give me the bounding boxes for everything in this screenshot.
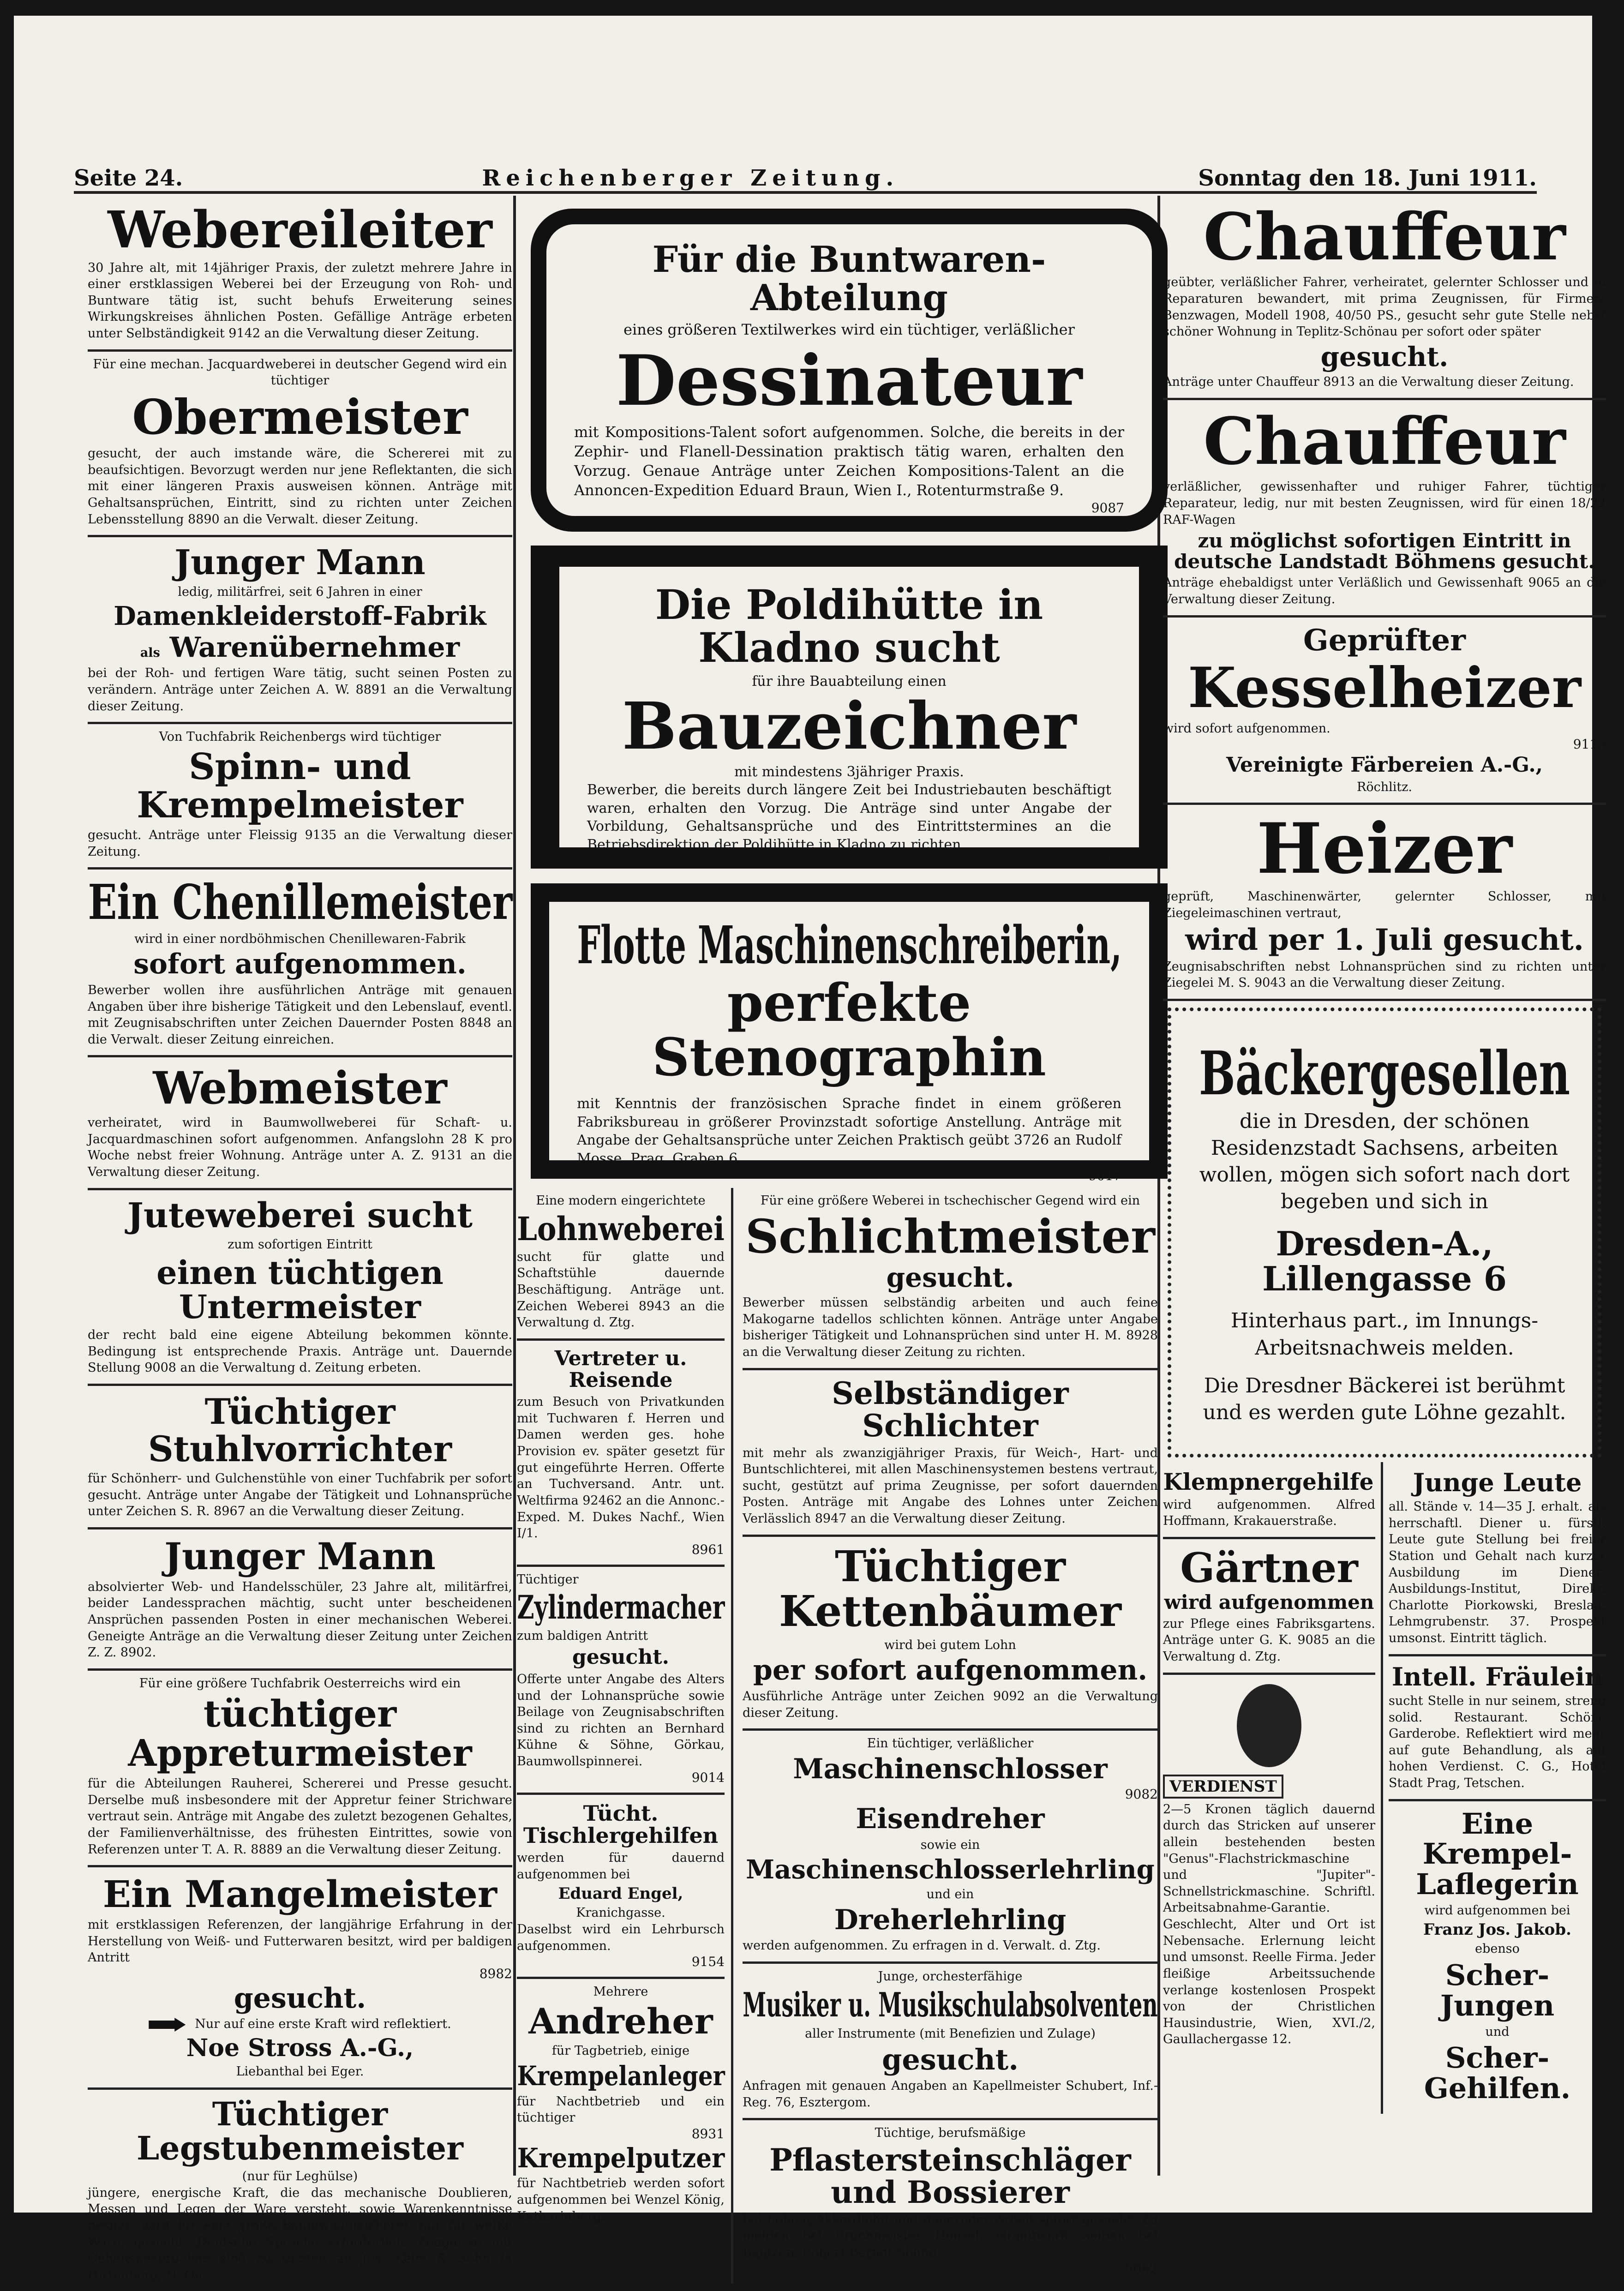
- ad-connector: und ein: [926, 1887, 974, 1901]
- ad-title: Die Poldihütte in Kladno sucht: [655, 581, 1043, 672]
- ad-title: Heizer: [1257, 808, 1512, 890]
- ad-text: werden für dauernd aufgenommen bei: [517, 1851, 725, 1882]
- ad-text: Anträge ehebaldigst unter Verläßlich und Gewissenhaft 9065 an die Verwaltung dieser Zeitung.: [1163, 576, 1606, 606]
- ad-text: Bewerber, die bereits durch längere Zeit bei Industriebauten beschäftigt waren, erhalten den Vorzug. Die Anträge sind unter Angabe der Vorbildung, Gehaltsansprüche und des Eintrittstermines an die Betriebsdirektion der Poldihütte in Kladno zu richten.: [587, 782, 1111, 853]
- ad-place: Liebanthal bei Eger.: [236, 2064, 364, 2079]
- ad-klempnergehilfe: [1163, 1462, 1375, 1539]
- ad-text: zum sofortigen Eintritt: [228, 1237, 372, 1252]
- ad-text: werden aufgenommen. Zu erfragen in d. Verwalt. d. Ztg.: [743, 1938, 1101, 1953]
- ad-text: bei der Roh- und fertigen Ware tätig, sucht seinen Posten zu verändern. Anträge unter Zeichen A. W. 8891 an die Verwaltung dieser Zeitung.: [88, 666, 512, 714]
- ad-number: 8961: [691, 1541, 725, 1557]
- ad-text: gesucht. Anträge unter Fleissig 9135 an die Verwaltung dieser Zeitung.: [88, 828, 512, 859]
- ad-text: für Nachtbetrieb und ein tüchtiger: [517, 2094, 725, 2125]
- ad-intro: Ein tüchtiger, verläßlicher: [867, 1736, 1034, 1751]
- ad-title: tüchtiger Appreturmeister: [128, 1692, 472, 1775]
- ad-title: Scher-Jungen: [1440, 1958, 1555, 2022]
- ad-text: absolvierter Web- und Handelsschüler, 23 Jahre alt, militärfrei, beider Landessprachen mächtig, sucht unter bescheidenen Ansprüchen passenden Posten in einer mechanischen Weberei. Geneigte Anträge an die Verwaltung dieser Zeitung unter Zeichen Z. Z. 8902.: [88, 1579, 512, 1660]
- ad-number: 9014: [691, 1769, 725, 1785]
- ad-title: Spinn- und Krempelmeister: [137, 745, 463, 826]
- ad-text: mit Kompositions-Talent sofort aufgenommen. Solche, die bereits in der Zephir- und Flanell-Dessination praktisch tätig waren, erhalten den Vorzug. Genaue Anträge unter Zeichen Kompositions-Talent an die Annoncen-Expedition Eduard Braun, Wien I., Rotenturmstraße 9.: [574, 423, 1124, 499]
- ad-gaertner: [1163, 1539, 1375, 1675]
- ad-title: Schlichtmeister: [745, 1209, 1155, 1264]
- ad-number: 9018: [1078, 854, 1111, 870]
- ad-text: Anfragen mit genauen Angaben an Kapellmeister Schubert, Inf.-Reg. 76, Esztergom.: [743, 2079, 1158, 2110]
- ad-title: Eisendreher: [856, 1803, 1045, 1835]
- ad-junger-mann: [88, 537, 512, 724]
- ad-bauzeichner-box: [531, 546, 1168, 869]
- ad-kesselheizer: [1163, 618, 1606, 805]
- ad-title: Webmeister: [153, 1062, 447, 1115]
- ad-subtitle: sofort aufgenommen.: [133, 948, 467, 981]
- ad-text: mit Kenntnis der französischen Sprache findet in einem größeren Fabriksbureau in größerer Provinzstadt sofortige Anstellung. Anträge mit Angabe der Gehaltsansprüche unter Zeichen Praktisch geübt 3726 an Rudolf Mosse, Prag, Graben 6.: [577, 1096, 1121, 1167]
- ad-text: zum baldigen Antritt: [517, 1628, 648, 1643]
- ad-webmeister: [88, 1057, 512, 1190]
- ad-title: Selbständiger Schlichter: [832, 1375, 1069, 1444]
- ad-subtitle: einen tüchtigen Untermeister: [156, 1253, 443, 1326]
- ad-text: für ihre Bauabteilung einen: [752, 673, 947, 690]
- ad-title: Intell. Fräulein: [1391, 1661, 1603, 1691]
- ad-title: Flotte Maschinenschreiberin,: [576, 915, 1122, 976]
- ad-text: Bewerber müssen selbständig arbeiten und auch feine Makogarne tadellos schlichten können. Anträge unter Angabe bisheriger Tätigkeit und Lohnansprüchen sind unter H. M. 8928 an die Verwaltung dieser Zeitung zu richten.: [743, 1295, 1158, 1359]
- ad-appreturmeister: [88, 1671, 512, 1867]
- page-number: Seite 24.: [74, 165, 183, 191]
- ad-text: geprüft, Maschinenwärter, gelernter Schlosser, mit Ziegeleimaschinen vertraut,: [1163, 889, 1606, 921]
- ad-text: zum Besuch von Privatkunden mit Tuchwaren f. Herren und Damen werden ges. hohe Provision ev. später gesetzt für gut eingeführte Herren. Offerte an Tuchversand. Antr. unt. Weltfirma 92462 an die Annonc.-Exped. M. Dukes Nachf., Wien I/1.: [517, 1395, 725, 1541]
- ad-intro: Für eine größere Weberei in tschechischer Gegend wird ein: [760, 1193, 1140, 1208]
- ad-text: sucht für glatte und Schaftstühle dauernde Beschäftigung. Anträge unt. Zeichen Weberei 8943 an die Verwaltung d. Ztg.: [517, 1249, 725, 1330]
- ad-baeckergesellen: [1168, 1008, 1601, 1457]
- column-rule: [513, 196, 516, 2176]
- ad-title: Juteweberei sucht: [127, 1195, 473, 1235]
- ad-mangelmeister: [88, 1867, 512, 2090]
- ad-junger-mann-2: [88, 1529, 512, 1671]
- ad-musiker: [743, 1964, 1158, 2121]
- ad-intro: Junge, orchesterfähige: [878, 1969, 1023, 1984]
- ad-legstubenmeister: [88, 2090, 512, 2291]
- ad-text: Hinterhaus part., im Innungs-Arbeitsnachweis melden.: [1230, 1309, 1539, 1360]
- ad-stenographin-box: [531, 883, 1168, 1183]
- ad-text: die in Dresden, der schönen Residenzstadt Sachsens, arbeiten wollen, mögen sich sofort nach dort begeben und sich in: [1199, 1109, 1570, 1213]
- ad-text: Anträge unter Chauffeur 8913 an die Verwaltung dieser Zeitung.: [1163, 375, 1574, 390]
- ad-number: 9087: [1091, 500, 1124, 516]
- ad-title: Musiker u. Musikschulabsolventen: [743, 1985, 1158, 2025]
- ad-schlichtmeister: [743, 1188, 1158, 1370]
- ad-intro: Tüchtige, berufsmäßige: [875, 2126, 1026, 2141]
- ad-number: 8982: [479, 1966, 512, 1981]
- ad-title: Tüchtiger Kettenbäumer: [779, 1541, 1122, 1637]
- ad-vertreter: [517, 1341, 725, 1567]
- ad-subtitle: Krempelputzer: [517, 2142, 725, 2174]
- newspaper-page: [14, 16, 1606, 2282]
- ad-chauffeur: [1163, 196, 1606, 400]
- ad-stuhlvorrichter: [88, 1386, 512, 1529]
- ad-intro: Für eine mechan. Jacquardweberei in deutscher Gegend wird ein tüchtiger: [93, 357, 507, 388]
- column-center: [516, 1188, 1172, 2276]
- ad-title: Kesselheizer: [1188, 655, 1581, 721]
- ad-text: für Nachtbetrieb werden sofort aufgenommen bei Wenzel König, Katharinberg.: [517, 2176, 725, 2224]
- ad-text: gesucht, der auch imstande wäre, die Schererei mit zu beaufsichtigen. Bevorzugt werden nur jene Reflektanten, die sich mit einer längeren Praxis ausweisen können. Anträge mit Gehaltsansprüchen, Eintritt, sind zu richten unter Zeichen Lebensstellung 8890 an die Verwalt. dieser Zeitung.: [88, 446, 512, 527]
- ad-text: wird bei gutem Lohn: [884, 1637, 1016, 1652]
- ad-firm: Vereinigte Färbereien A.-G.,: [1226, 753, 1543, 777]
- ad-text: ledig, militärfrei, seit 6 Jahren in einer: [178, 584, 422, 599]
- ad-title: Junger Mann: [174, 543, 425, 583]
- ad-heizer: [1163, 805, 1606, 1001]
- ad-text: für Tagbetrieb, einige: [551, 2044, 690, 2058]
- ad-krempel-laflegerin: [1389, 1801, 1606, 2114]
- ad-andreher: [517, 1979, 725, 2232]
- ad-text: all. Stände v. 14—35 J. erhalt. als herrschaftl. Diener u. fürstl. Leute gute Stellung bei freier Station und Gehalt nach kurzer Ausbildung im Diener-Ausbildungs-Institut, Direkt. Charlotte Piorkowski, Breslau, Lehmgrubenstr. 37. Prospekt umsonst. Eintritt täglich.: [1389, 1499, 1606, 1646]
- center-right-subcolumn: [733, 1188, 1158, 2284]
- page-header: [74, 150, 1537, 194]
- ad-text: mit mehr als zwanzigjähriger Praxis, für Weich-, Hart- und Buntschlichterei, mit allen Maschinensystemen bestens vertraut, sucht, gestützt auf prima Zeugnisse, per sofort dauernden Posten. Anträge mit Angabe des Lohnes unter Zeichen Verlässlich 8947 an die Verwaltung dieser Zeitung.: [743, 1445, 1158, 1526]
- ad-intro: Geprüfter: [1303, 623, 1466, 658]
- ad-title: Chauffeur: [1203, 403, 1566, 480]
- ad-subtitle: gesucht.: [886, 1261, 1014, 1293]
- ad-text: Bewerber wollen ihre ausführlichen Anträge mit genauen Angaben über ihre bisherige Tätigkeit und den Lebenslauf, eventl. mit Zeugnisabschriften unter Zeichen Dauernder Posten 8848 an die Verwalt. dieser Zeitung einreichen.: [88, 983, 512, 1047]
- ad-text: 30 Jahre alt, mit 14jähriger Praxis, der zuletzt mehrere Jahre in einer erstklassigen Weberei bei der Erzeugung von Roh- und Buntware tätig ist, sucht behufs Erweiterung seines Wirkungskreises ähnlichen Posten. Gefällige Anträge erbeten unter Selbständigkeit 9142 an die Verwaltung dieser Zeitung.: [88, 260, 512, 341]
- ad-place: Röchlitz.: [1356, 780, 1413, 794]
- ad-title: Tüchtiger Stuhlvorrichter: [148, 1391, 452, 1469]
- ad-text: für Schönherr- und Gulchenstühle von einer Tuchfabrik per sofort gesucht. Anträge unter Angabe der Tätigkeit und Lohnansprüche unter Zeichen S. R. 8967 an die Verwaltung dieser Zeitung.: [88, 1471, 512, 1519]
- ad-text: aller Instrumente (mit Benefizien und Zulage): [805, 2026, 1096, 2041]
- ad-fraeulein: [1389, 1656, 1606, 1801]
- ad-title: Maschinenschlosser: [793, 1752, 1108, 1785]
- ad-title: Klempnergehilfe: [1163, 1468, 1374, 1495]
- ad-text: sucht Stelle in nur seinem, streng solid. Restaurant. Schöne Garderobe. Reflektiert wird mehr auf gute Behandlung, als auf hohen Verdienst. C. G., Hotel Stadt Prag, Tetschen.: [1389, 1693, 1606, 1791]
- ad-maschinenschlosser: [743, 1731, 1158, 1964]
- ad-text: wird in einer nordböhmischen Chenillewaren-Fabrik: [134, 931, 466, 946]
- right-left-subcolumn: [1163, 1462, 1383, 2114]
- issue-date: Sonntag den 18. Juni 1911.: [1198, 165, 1537, 191]
- ad-text: bei hohem Akkordlohn und dauernder Arbeit sofort gesucht. Zu melden bei Bruchmeister Hensel, Granitwerk Seiban bei Bautzen, Robert Berndt Söhne.: [743, 2212, 1158, 2260]
- ad-connector: als: [140, 645, 160, 660]
- ad-title: Lohnweberei: [516, 1209, 725, 1248]
- ad-text: wird sofort aufgenommen.: [1163, 721, 1330, 736]
- ad-title: Andreher: [528, 2000, 713, 2042]
- ad-text: mit mindestens 3jähriger Praxis.: [734, 763, 964, 780]
- ad-text: (nur für Leghülse): [242, 2169, 358, 2184]
- ad-text: verläßlicher, gewissenhafter und ruhiger Fahrer, tüchtiger Reparateur, ledig, nur mit besten Zeugnissen, wird für einen 18/22 RAF-Wagen: [1163, 480, 1606, 527]
- ad-number: 9062: [1125, 2261, 1158, 2276]
- ad-schlichter: [743, 1370, 1158, 1537]
- ad-title: Ein Chenillemeister: [87, 874, 513, 931]
- ad-text: wird aufgenommen. Alfred Hoffmann, Krakauerstraße.: [1163, 1497, 1375, 1529]
- ad-kettenbaeumer: [743, 1537, 1158, 1731]
- column-left: [87, 196, 513, 2282]
- ad-text: Die Dresdner Bäckerei ist berühmt und es werden gute Löhne gezahlt.: [1203, 1373, 1566, 1424]
- ad-text: der recht bald eine eigene Abteilung bekommen könnte. Bedingung ist entsprechende Praxis. Anträge unt. Dauernde Stellung 9008 an die Verwaltung d. Zeitung erbeten.: [88, 1328, 512, 1375]
- ad-firm: Noe Stross A.-G.,: [186, 2034, 414, 2063]
- ad-address: Dresden-A., Lillengasse 6: [1262, 1223, 1507, 1299]
- ad-text: wird aufgenommen bei: [1424, 1903, 1570, 1918]
- ad-title: Eine Krempel-Laflegerin: [1416, 1806, 1579, 1901]
- ad-subtitle: wird aufgenommen: [1164, 1591, 1374, 1614]
- ad-chauffeur-2: [1163, 400, 1606, 618]
- ad-junge-leute: [1389, 1462, 1606, 1656]
- ad-obermeister: [88, 352, 512, 538]
- ad-dessinateur-box: [531, 209, 1168, 532]
- ad-subtitle: per sofort aufgenommen.: [753, 1654, 1148, 1687]
- ad-title: Junger Mann: [164, 1534, 436, 1578]
- ad-text: verheiratet, wird in Baumwollweberei für Schaft- u. Jacquardmaschinen sofort aufgenommen. Anfangslohn 28 K pro Woche nebst freier Wohnung. Anträge unter A. Z. 9131 an die Verwaltung dieser Zeitung.: [88, 1116, 512, 1180]
- ad-title: Bäckergesellen: [1199, 1038, 1570, 1109]
- ad-subtitle: Krempelanleger: [517, 2060, 725, 2092]
- ad-pflastersteinschlaeger: [743, 2120, 1158, 2283]
- ad-title: Tücht. Tischlergehilfen: [523, 1800, 719, 1848]
- ad-place: Kranichgasse.: [576, 1906, 665, 1920]
- column-right: [1163, 196, 1606, 2176]
- ad-text: eines größeren Textilwerkes wird ein tüchtiger, verläßlicher: [623, 321, 1075, 339]
- ad-subtitle: gesucht.: [572, 1645, 669, 1669]
- ad-juteweberei: [88, 1190, 512, 1386]
- ad-intro-title: Für die Buntwaren-Abteilung: [652, 239, 1046, 319]
- ad-title: perfekte Stenographin: [652, 972, 1046, 1088]
- ad-number: 9017: [1088, 1168, 1121, 1183]
- ad-text: geübter, verläßlicher Fahrer, verheiratet, gelernter Schlosser und in Reparaturen bewandert, mit prima Zeugnissen, für Firmen-Benzwagen, Modell 1908, 40/50 PS., gesucht sehr gute Stelle nebst schöner Wohnung in Teplitz-Schönau per sofort oder später: [1163, 275, 1606, 339]
- ad-intro: Eine modern eingerichtete: [536, 1193, 706, 1208]
- ad-title: Bauzeichner: [622, 689, 1077, 765]
- ad-tischlergehilfen: [517, 1795, 725, 1979]
- ad-text: zur Pflege eines Fabriksgartens. Anträge unter G. K. 9085 an die Verwaltung d. Ztg.: [1163, 1616, 1375, 1664]
- ad-text: jüngere, energische Kraft, die das mechanische Doublieren, Messen und Legen der Ware versteht, sowie Warenkenntnisse besitzt, wird für eine große Baumwollbleicherei, nur für weiße Ware, gesucht. Deutsche Sprache erforderlich. Zeugnisse mit Gehaltsansprüchen sind zu richten an Jos. Kelm & Sohn in Hirtenberg, N.-Oe.: [88, 2185, 512, 2282]
- center-left-subcolumn: [517, 1188, 733, 2284]
- ad-intro: Von Tuchfabrik Reichenbergs wird tüchtiger: [159, 730, 441, 744]
- ad-title: Zylindermacher: [517, 1588, 725, 1627]
- ad-subtitle: Damenkleiderstoff-Fabrik: [114, 601, 486, 632]
- ad-number: 9082: [1125, 1787, 1158, 1802]
- ad-connector: ebenso: [1475, 1942, 1520, 1956]
- ad-number: 9115: [1573, 737, 1606, 752]
- ad-intro: Für eine größere Tuchfabrik Oesterreichs wird ein: [139, 1676, 461, 1691]
- right-right-subcolumn: [1383, 1462, 1606, 2114]
- pointing-hand-icon: [149, 2018, 186, 2032]
- ad-number: 9154: [691, 1954, 725, 1970]
- ad-subtitle: gesucht.: [1320, 341, 1449, 372]
- ad-title: Dreherlehrling: [834, 1903, 1067, 1936]
- ad-title: Tüchtiger Legstubenmeister: [136, 2094, 464, 2167]
- ad-firm: Franz Jos. Jakob.: [1423, 1920, 1571, 1939]
- woman-portrait-icon: [1237, 1684, 1301, 1767]
- ad-subtitle: gesucht.: [882, 2043, 1019, 2077]
- ad-connector: sowie ein: [920, 1837, 980, 1852]
- ad-text: Ausführliche Anträge unter Zeichen 9092 an die Verwaltung dieser Zeitung.: [743, 1689, 1158, 1720]
- ad-title: Maschinenschlosserlehrling: [746, 1854, 1155, 1885]
- ad-firm: Eduard Engel,: [558, 1884, 683, 1903]
- ad-text: Daselbst wird ein Lehrbursch aufgenommen.: [517, 1922, 725, 1953]
- ad-title: Scher-Gehilfen.: [1424, 2041, 1571, 2105]
- ad-verdienst: [1163, 1675, 1375, 2055]
- ad-spinnmeister: [88, 724, 512, 870]
- ad-title: Junge Leute: [1413, 1467, 1582, 1497]
- ad-chenillemeister: [88, 870, 512, 1057]
- ad-title: Pflastersteinschläger und Bossierer: [769, 2141, 1131, 2210]
- ad-title: Chauffeur: [1203, 199, 1566, 275]
- ad-text: Zeugnisabschriften nebst Lohnansprüchen sind zu richten unter Ziegelei M. S. 9043 an die Verwaltung dieser Zeitung.: [1163, 959, 1606, 990]
- ad-text: 2—5 Kronen täglich dauernd durch das Stricken auf unserer allein bestehenden besten "Genus"-Flachstrickmaschine und "Jupiter"-Schnellstrickmaschine. Schriftl. Arbeitsabnahme-Garantie. Geschlecht, Alter und Ort ist Nebensache. Erlernung leicht und umsonst. Reelle Firma. Jeder fleißige Arbeitssuchende verlange kostenlosen Prospekt von der Christlichen Hausindustrie, Wien, XVI./2, Gaullachergasse 12.: [1163, 1802, 1375, 2047]
- ad-title: Vertreter u. Reisende: [554, 1346, 687, 1392]
- ad-webereileiter: [88, 196, 512, 352]
- ad-title: Gärtner: [1180, 1544, 1358, 1592]
- ad-subtitle: zu möglichst sofortigen Eintritt in deutsche Landstadt Böhmens gesucht.: [1174, 529, 1595, 573]
- ad-text: Offerte unter Angabe des Alters und der Lohnansprüche sowie Beilage von Zeugnisabschriften sind zu richten an Bernhard Kühne & Söhne, Görkau, Baumwollspinnerei.: [517, 1672, 725, 1769]
- ad-text: mit erstklassigen Referenzen, der langjährige Erfahrung in der Herstellung von Weiß- und Futterwaren besitzt, wird per baldigen Antritt: [88, 1917, 512, 1965]
- ad-text: für die Abteilungen Rauherei, Schererei und Presse gesucht. Derselbe muß insbesondere mit der Appretur feiner Strichware vertraut sein. Anträge mit Angabe des zuletzt bezogenen Gehaltes, der Familienverhältnisse, des frühesten Eintrittes, sowie von Referenzen unter T. A. R. 8889 an die Verwaltung dieser Zeitung.: [88, 1776, 512, 1857]
- ad-connector: und: [1485, 2024, 1510, 2039]
- ad-lohnweberei: [517, 1188, 725, 1341]
- ad-zylindermacher: [517, 1567, 725, 1795]
- ad-number: 8931: [691, 2126, 725, 2141]
- ad-text: Nur auf eine erste Kraft wird reflektiert.: [195, 2017, 451, 2032]
- ad-title: Obermeister: [132, 388, 468, 445]
- ad-subtitle: gesucht.: [234, 1982, 366, 2015]
- ad-title: Webereileiter: [108, 200, 492, 259]
- ad-subtitle: Warenübernehmer: [169, 631, 460, 664]
- verdienst-badge: VERDIENST: [1163, 1775, 1283, 1799]
- ad-intro: Tüchtiger: [517, 1572, 579, 1587]
- ad-title: Dessinateur: [616, 340, 1083, 421]
- ad-intro: Mehrere: [593, 1985, 648, 1999]
- newspaper-title: Reichenberger Zeitung.: [482, 165, 899, 191]
- ad-subtitle: wird per 1. Juli gesucht.: [1185, 922, 1584, 957]
- ad-title: Ein Mangelmeister: [102, 1872, 497, 1916]
